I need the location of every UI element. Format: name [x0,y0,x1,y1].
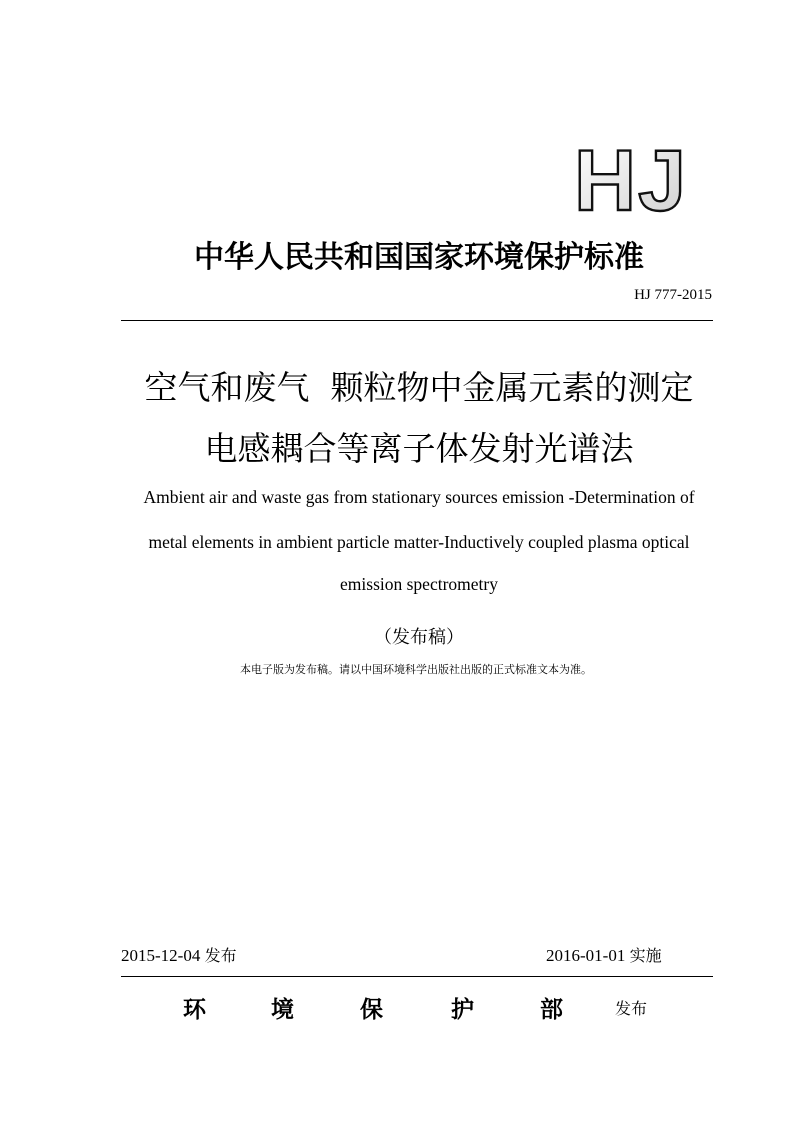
top-divider [121,320,713,321]
issuer-char: 保 [360,997,383,1023]
national-standard-heading: 中华人民共和国国家环境保护标准 [194,240,644,275]
issuer-char: 环 [183,997,206,1023]
english-title-line-2: metal elements in ambient particle matter-Inductively coupled plasma optical [148,532,690,552]
draft-label: （发布稿） [374,627,464,648]
standard-number: HJ 777-2015 [634,287,712,303]
english-title-line-3: emission spectrometry [340,574,498,594]
chinese-title-line-1: 空气和废气 颗粒物中金属元素的测定 [144,368,694,407]
english-title-line-1: Ambient air and waste gas from stationary sources emission -Determination of [143,487,695,507]
hj-logo-text: HJ [574,140,688,216]
issuer-char: 境 [271,997,294,1023]
hj-logo [570,140,710,216]
draft-note: 本电子版为发布稿。请以中国环境科学出版社出版的正式标准文本为准。 [240,663,592,676]
implement-date: 2016-01-01 [546,946,626,965]
implement-date-line [546,943,662,966]
bottom-divider [121,976,713,977]
chinese-title-line-2: 电感耦合等离子体发射光谱法 [204,429,634,468]
implement-word: 实施 [629,946,662,965]
issuer-char: 护 [451,997,474,1023]
issuer-suffix: 发布 [615,999,648,1018]
issue-date-line [121,943,237,966]
issue-date: 2015-12-04 [121,946,201,965]
issuer-char: 部 [540,997,563,1023]
issue-word: 发布 [204,946,237,965]
